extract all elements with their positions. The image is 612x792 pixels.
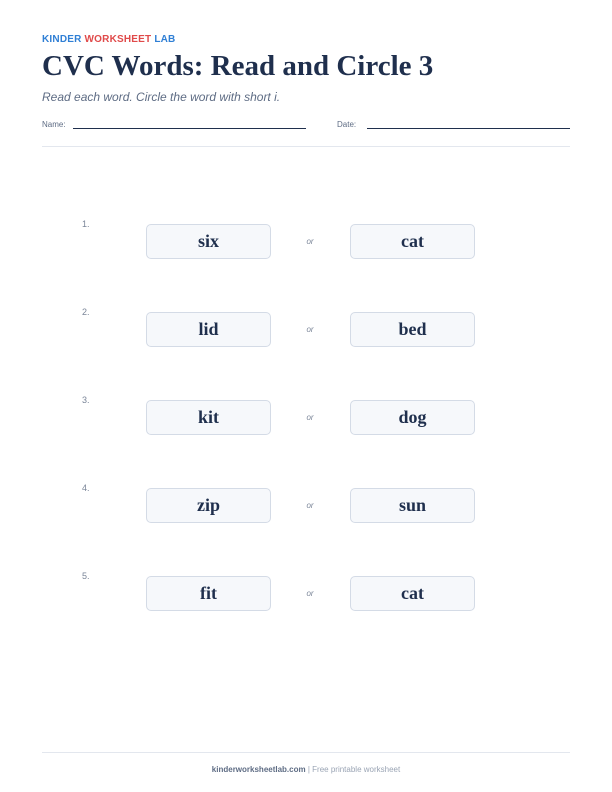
- word-choice-b[interactable]: cat: [350, 576, 475, 611]
- word-choice-a[interactable]: lid: [146, 312, 271, 347]
- date-label: Date:: [337, 120, 357, 129]
- brand-worksheet: WORKSHEET: [84, 34, 152, 45]
- list-item: [0, 571, 612, 611]
- page-title: CVC Words: Read and Circle 3: [42, 50, 434, 82]
- list-item: [0, 219, 612, 259]
- word-choice-b[interactable]: bed: [350, 312, 475, 347]
- item-number: 2.: [82, 307, 90, 317]
- item-number: 3.: [82, 395, 90, 405]
- list-item: [0, 395, 612, 435]
- date-line[interactable]: [367, 128, 570, 129]
- word-choice-a[interactable]: six: [146, 224, 271, 259]
- instructions: Read each word. Circle the word with short i.: [42, 90, 281, 104]
- brand-logo: [42, 34, 175, 45]
- or-label: or: [306, 325, 314, 334]
- item-number: 1.: [82, 219, 90, 229]
- or-label: or: [306, 501, 314, 510]
- footer-divider: [42, 752, 570, 753]
- word-choice-a[interactable]: kit: [146, 400, 271, 435]
- footer-site[interactable]: kinderworksheetlab.com: [211, 765, 306, 774]
- footer-tagline: Free printable worksheet: [312, 765, 401, 774]
- item-number: 4.: [82, 483, 90, 493]
- or-label: or: [306, 413, 314, 422]
- brand-kinder: KINDER: [42, 34, 82, 45]
- or-label: or: [306, 589, 314, 598]
- word-choice-a[interactable]: fit: [146, 576, 271, 611]
- list-item: [0, 307, 612, 347]
- footer: [0, 765, 612, 774]
- or-label: or: [306, 237, 314, 246]
- word-choice-b[interactable]: cat: [350, 224, 475, 259]
- header-divider: [42, 146, 570, 147]
- word-choice-a[interactable]: zip: [146, 488, 271, 523]
- name-line[interactable]: [73, 128, 306, 129]
- item-number: 5.: [82, 571, 90, 581]
- name-label: Name:: [42, 120, 66, 129]
- word-choice-b[interactable]: sun: [350, 488, 475, 523]
- list-item: [0, 483, 612, 523]
- footer-separator: |: [307, 765, 310, 774]
- brand-lab: LAB: [154, 34, 176, 45]
- word-choice-b[interactable]: dog: [350, 400, 475, 435]
